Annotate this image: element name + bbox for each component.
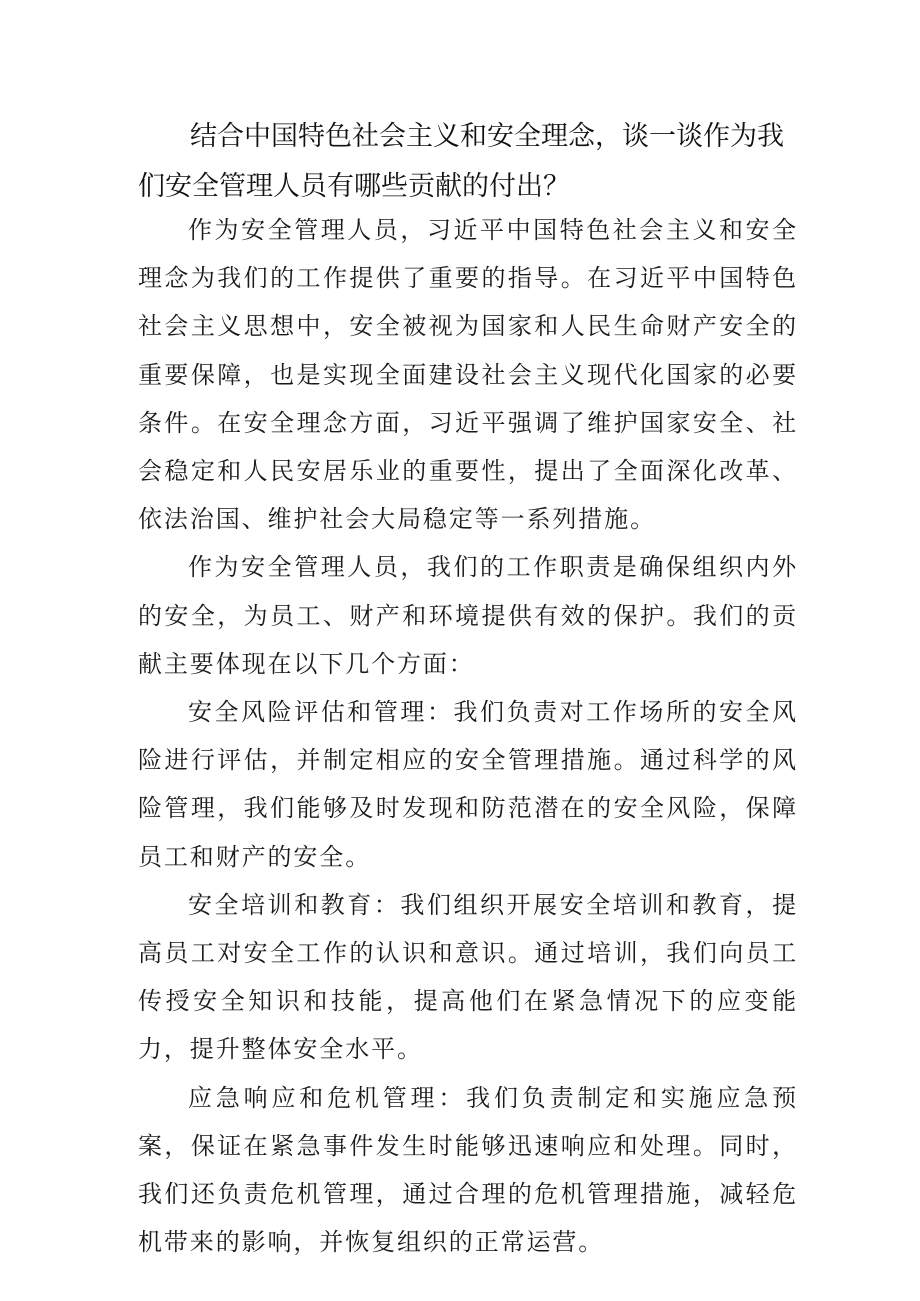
paragraph-emergency-response: 应急响应和危机管理：我们负责制定和实施应急预案，保证在紧急事件发生时能够迅速响应和处理。同时，我们还负责危机管理，通过合理的危机管理措施，减轻危机带来的影响，并恢复组织的正常运营。 [138, 1083, 798, 1257]
paragraph-duties: 作为安全管理人员，我们的工作职责是确保组织内外的安全，为员工、财产和环境提供有效的保护。我们的贡献主要体现在以下几个方面： [138, 553, 798, 678]
paragraph-training: 安全培训和教育：我们组织开展安全培训和教育，提高员工对安全工作的认识和意识。通过培训，我们向员工传授安全知识和技能，提高他们在紧急情况下的应变能力，提升整体安全水平。 [138, 890, 798, 1064]
paragraph-intro: 作为安全管理人员，习近平中国特色社会主义和安全理念为我们的工作提供了重要的指导。在习近平中国特色社会主义思想中，安全被视为国家和人民生命财产安全的重要保障，也是实现全面建设社会主义现代化国家的必要条件。在安全理念方面，习近平强调了维护国家安全、社会稳定和人民安居乐业的重要性，提出了全面深化改革、依法治国、维护社会大局稳定等一系列措施。 [138, 216, 798, 534]
paragraph-risk-assessment: 安全风险评估和管理：我们负责对工作场所的安全风险进行评估，并制定相应的安全管理措施。通过科学的风险管理，我们能够及时发现和防范潜在的安全风险，保障员工和财产的安全。 [138, 698, 798, 871]
document-body [138, 206, 798, 1266]
document-title: 结合中国特色社会主义和安全理念，谈一谈作为我们安全管理人员有哪些贡献的付出？ [138, 121, 784, 202]
